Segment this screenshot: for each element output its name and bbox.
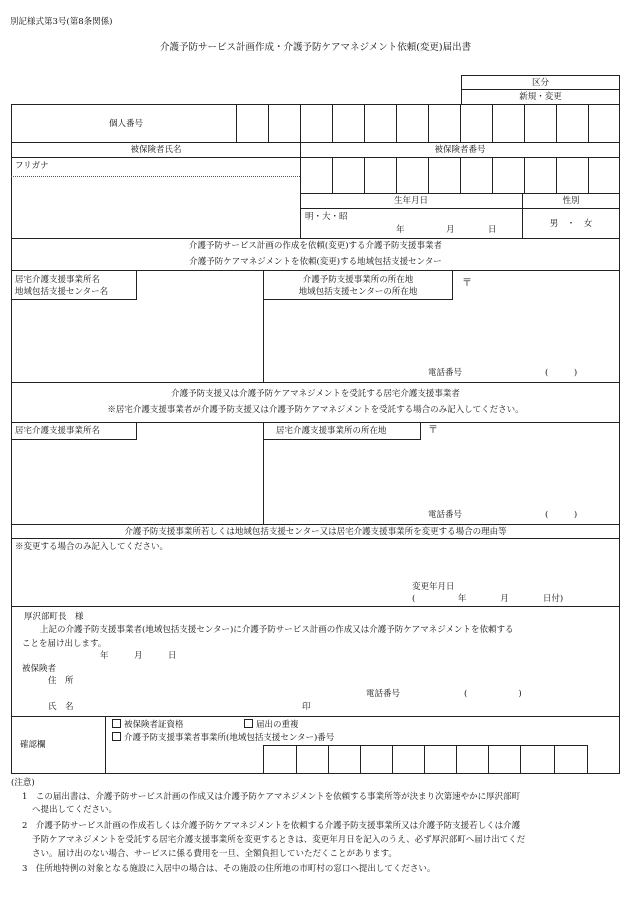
category-label: 区分 [531, 78, 549, 88]
category-value[interactable]: 新規・変更 [519, 92, 562, 102]
furigana-input[interactable] [60, 159, 295, 175]
home-care-address-label: 居宅介護支援事業所の所在地 [276, 426, 387, 436]
home-care-postal-input[interactable] [442, 424, 616, 440]
provider-number-grid[interactable] [263, 745, 588, 774]
individual-number-label: 個人番号 [108, 119, 143, 129]
declaration-body-2: ことを届け出します。 [22, 639, 107, 649]
note-1b: へ提出してください。 [32, 805, 118, 815]
note-2b: 予防ケアマネジメントを受託する居宅介護支援事業所を変更するときは、変更年月日を記入のうえ、必ず厚沢部町へ届け出てくだ [32, 835, 526, 845]
home-care-name-label: 居宅介護支援事業所名 [15, 426, 101, 436]
note-3: 3 住所地特例の対象となる施設に入居中の場合は、その施設の住所地の市町村の窓口へ提出してください。 [22, 864, 436, 874]
birth-day-label: 日 [488, 225, 497, 235]
home-care-postal-mark: 〒 [428, 425, 438, 436]
confirmation-label: 確認欄 [20, 740, 46, 750]
insured-label: 被保険者 [22, 664, 57, 674]
home-care-heading-1: 介護予防支援又は介護予防ケアマネジメントを受託する居宅介護支援事業者 [171, 389, 460, 399]
provider-address-label-2: 地域包括支援センターの所在地 [298, 287, 418, 297]
insured-address-input[interactable] [90, 674, 490, 688]
change-reason-heading: 介護予防支援事業所若しくは地域包括支援センター又は居宅介護支援事業所を変更する場合の理由等 [124, 527, 507, 537]
check-qualification[interactable]: 被保険者証資格 [112, 719, 184, 730]
provider-postal-mark: 〒 [462, 278, 472, 289]
check-provider-number[interactable]: 介護予防支援事業者事業所(地域包括支援センター)番号 [112, 732, 334, 743]
check-duplicate[interactable]: 届出の重複 [244, 719, 299, 730]
checkbox-icon[interactable] [244, 719, 253, 728]
provider-postal-input[interactable] [476, 274, 616, 294]
insured-name-label: 被保険者氏名 [130, 145, 182, 155]
provider-phone-label: 電話番号 [428, 368, 463, 378]
gender-label: 性別 [562, 196, 580, 206]
checkbox-icon[interactable] [112, 732, 121, 741]
declaration-date[interactable]: 年 月 日 [100, 651, 177, 661]
gender-options[interactable]: 男 ・ 女 [549, 219, 593, 229]
home-care-phone-input[interactable]: ( ) [545, 510, 578, 520]
insured-sign-name-label: 氏 名 [48, 702, 74, 712]
provider-name-label-2: 地域包括支援センター名 [15, 287, 109, 297]
provider-name-input[interactable] [14, 303, 259, 379]
insured-address-label: 住 所 [48, 676, 74, 686]
provider-address-input[interactable] [267, 303, 617, 365]
page-title: 介護予防サービス計画作成・介護予防ケアマネジメント依頼(変更)届出書 [160, 42, 472, 53]
insured-sign-name-input[interactable] [90, 700, 290, 714]
provider-heading-1: 介護予防サービス計画の作成を依頼(変更)する介護予防支援事業者 [188, 241, 443, 251]
insured-phone-input[interactable]: ( ) [464, 689, 522, 699]
birth-year-label: 年 [396, 225, 405, 235]
change-date-label: 変更年月日 [412, 582, 455, 592]
seal-mark: 印 [302, 702, 311, 712]
home-care-name-input[interactable] [14, 443, 259, 521]
provider-heading-2: 介護予防ケアマネジメントを依頼(変更)する地域包括支援センター [189, 257, 442, 267]
home-care-phone-label: 電話番号 [428, 510, 463, 520]
home-care-heading-2: ※居宅介護支援事業者が介護予防支援又は介護予防ケアマネジメントを受託する場合のみ記入してください。 [107, 405, 524, 415]
insured-number-input[interactable] [301, 158, 620, 192]
note-2a: 2 介護予防サービス計画の作成若しくは介護予防ケアマネジメントを依頼する介護予防支援事業所又は介護予防支援若しくは介護 [22, 821, 521, 831]
note-1a: 1 この届出書は、介護予防サービス計画の作成又は介護予防ケアマネジメントを依頼する事業所等が決まり次第速やかに厚沢部町 [22, 792, 521, 802]
home-care-address-input[interactable] [267, 443, 617, 507]
checkbox-icon[interactable] [112, 719, 121, 728]
birth-month-label: 月 [446, 225, 455, 235]
insured-number-label: 被保険者番号 [434, 145, 486, 155]
insured-name-input[interactable] [14, 180, 296, 236]
insured-phone-label: 電話番号 [366, 689, 401, 699]
change-date-input[interactable]: ( 年 月 日付) [412, 594, 564, 604]
change-reason-input[interactable] [14, 556, 616, 580]
change-reason-note: ※変更する場合のみ記入してください。 [15, 542, 169, 552]
furigana-label: フリガナ [15, 161, 49, 171]
notes-heading: (注意) [11, 778, 35, 788]
provider-address-label-1: 介護予防支援事業所の所在地 [302, 275, 414, 285]
individual-number-input[interactable] [237, 105, 620, 141]
note-2c: さい。届け出のない場合、サービスに係る費用を一旦、全額負担していただくことがあります。 [32, 849, 397, 859]
birthdate-label: 生年月日 [393, 196, 428, 206]
provider-phone-input[interactable]: ( ) [545, 368, 578, 378]
provider-name-label-1: 居宅介護支援事業所名 [15, 275, 101, 285]
era-options[interactable]: 明・大・昭 [305, 212, 348, 222]
form-number: 別記様式第3号(第8条関係) [10, 17, 113, 27]
addressee: 厚沢部町長 様 [24, 612, 84, 622]
declaration-body: 上記の介護予防支援事業者(地域包括支援センター)に介護予防サービス計画の作成又は介護予防ケアマネジメントを依頼する [40, 625, 514, 635]
